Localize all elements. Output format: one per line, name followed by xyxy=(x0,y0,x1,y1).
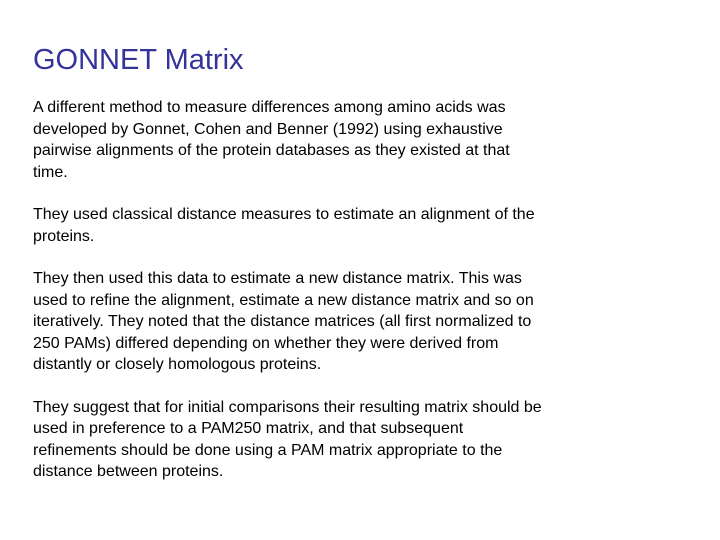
paragraph-line: They used classical distance measures to estimate an alignment of the xyxy=(33,206,535,223)
paragraph-line: They suggest that for initial comparisons their resulting matrix should be xyxy=(33,398,542,416)
paragraph-line: time. xyxy=(33,163,68,181)
paragraph-line: 250 PAMs) differed depending on whether they were derived from xyxy=(33,334,499,352)
paragraph-line: used in preference to a PAM250 matrix, and that subsequent xyxy=(33,420,464,437)
slide-title: GONNET Matrix xyxy=(33,44,244,76)
paragraph-distance-measures xyxy=(33,204,618,247)
paragraph-line: iteratively. They noted that the distance matrices (all first normalized to xyxy=(33,313,532,330)
slide-body xyxy=(33,97,618,504)
paragraph-line: They then used this data to estimate a new distance matrix. This was xyxy=(33,270,522,287)
paragraph-line: developed by Gonnet, Cohen and Benner (1992) using exhaustive xyxy=(33,120,503,138)
paragraph-recommendation xyxy=(33,397,618,483)
paragraph-line: distantly or closely homologous proteins. xyxy=(33,356,322,373)
paragraph-line: pairwise alignments of the protein databases as they existed at that xyxy=(33,142,510,159)
paragraph-line: A different method to measure differences among amino acids was xyxy=(33,99,506,116)
paragraph-line: refinements should be done using a PAM matrix appropriate to the xyxy=(33,441,503,459)
paragraph-line: used to refine the alignment, estimate a new distance matrix and so on xyxy=(33,291,534,309)
paragraph-line: distance between proteins. xyxy=(33,463,224,480)
paragraph-gonnet-method xyxy=(33,97,618,183)
paragraph-line: proteins. xyxy=(33,227,95,245)
paragraph-iterative-refinement xyxy=(33,268,618,376)
